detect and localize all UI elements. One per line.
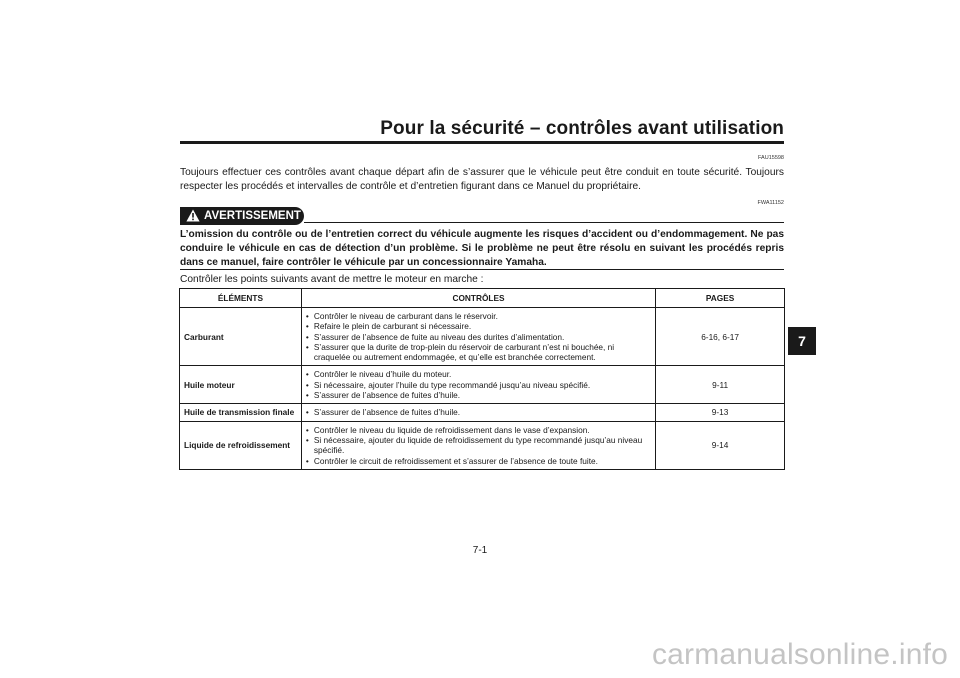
header-pages: PAGES: [656, 289, 785, 308]
table-row: [180, 366, 785, 404]
header-elements: ÉLÉMENTS: [180, 289, 302, 308]
table-row: [180, 404, 785, 421]
warning-end-rule: [180, 269, 784, 270]
row-checks: [301, 421, 655, 469]
check-item: • Contrôler le circuit de refroidissement et s’assurer de l’absence de toute fuite.: [306, 456, 651, 466]
check-item: • S’assurer de l’absence de fuite au niveau des durites d’alimentation.: [306, 332, 651, 342]
row-pages: 9-13: [656, 404, 785, 421]
checks-table: [179, 288, 785, 470]
row-item: Huile moteur: [180, 366, 302, 404]
check-item: • Refaire le plein de carburant si nécessaire.: [306, 321, 651, 331]
warning-label: AVERTISSEMENT: [204, 210, 301, 222]
check-item: • S’assurer de l’absence de fuites d’huile.: [306, 390, 651, 400]
row-pages: 6-16, 6-17: [656, 308, 785, 366]
row-checks: [301, 404, 655, 421]
row-item: Carburant: [180, 308, 302, 366]
warning-text: L’omission du contrôle ou de l’entretien correct du véhicule augmente les risques d’accident ou d’endommagement. Ne pas conduire le véhicule en cas de détection d’un problème. Si le problème ne peut être résolu en suivant les procédés repris dans ce manuel, faire contrôler le véhicule par un concessionnaire Yamaha.: [180, 229, 784, 268]
warning-header: [180, 207, 784, 225]
table-row: [180, 308, 785, 366]
check-item: • S’assurer de l’absence de fuites d’huile.: [306, 407, 651, 417]
row-pages: 9-14: [656, 421, 785, 469]
row-item: Liquide de refroidissement: [180, 421, 302, 469]
warning-code: FWA11152: [757, 200, 784, 206]
row-checks: [301, 366, 655, 404]
table-row: [180, 421, 785, 469]
page-number: 7-1: [472, 545, 488, 556]
row-pages: 9-11: [656, 366, 785, 404]
intro-paragraph: Toujours effectuer ces contrôles avant chaque départ afin de s’assurer que le véhicule peut être conduit en toute sécurité. Toujours respecter les procédés et intervalles de contrôle et d’entretien figurant dans ce Manuel du propriétaire.: [180, 167, 784, 192]
warning-triangle-icon: [186, 209, 200, 222]
check-item: • Si nécessaire, ajouter l’huile du type recommandé jusqu’au niveau spécifié.: [306, 380, 651, 390]
check-item: • S’assurer que la durite de trop-plein du réservoir de carburant n’est ni bouchée, ni craquelée ou autrement endommagée, et qu’elle est branchée correctement.: [306, 342, 651, 363]
check-item: • Si nécessaire, ajouter du liquide de refroidissement du type recommandé jusqu’au niveau spécifié.: [306, 435, 651, 456]
check-item: • Contrôler le niveau d’huile du moteur.: [306, 369, 651, 379]
watermark[interactable]: carmanualsonline.info: [651, 638, 948, 671]
warning-badge: [180, 207, 304, 225]
title-rule: [180, 141, 784, 144]
table-header-row: [180, 289, 785, 308]
check-item: • Contrôler le niveau du liquide de refroidissement dans le vase d’expansion.: [306, 425, 651, 435]
row-item: Huile de transmission finale: [180, 404, 302, 421]
page-title: Pour la sécurité – contrôles avant utilisation: [380, 118, 784, 139]
pre-table-text: Contrôler les points suivants avant de mettre le moteur en marche :: [180, 274, 484, 285]
intro-code: FAU15598: [758, 155, 784, 161]
warning-rule: [304, 222, 784, 223]
check-item: • Contrôler le niveau de carburant dans le réservoir.: [306, 311, 651, 321]
row-checks: [301, 308, 655, 366]
header-controles: CONTRÔLES: [301, 289, 655, 308]
chapter-tab[interactable]: 7: [788, 327, 816, 355]
